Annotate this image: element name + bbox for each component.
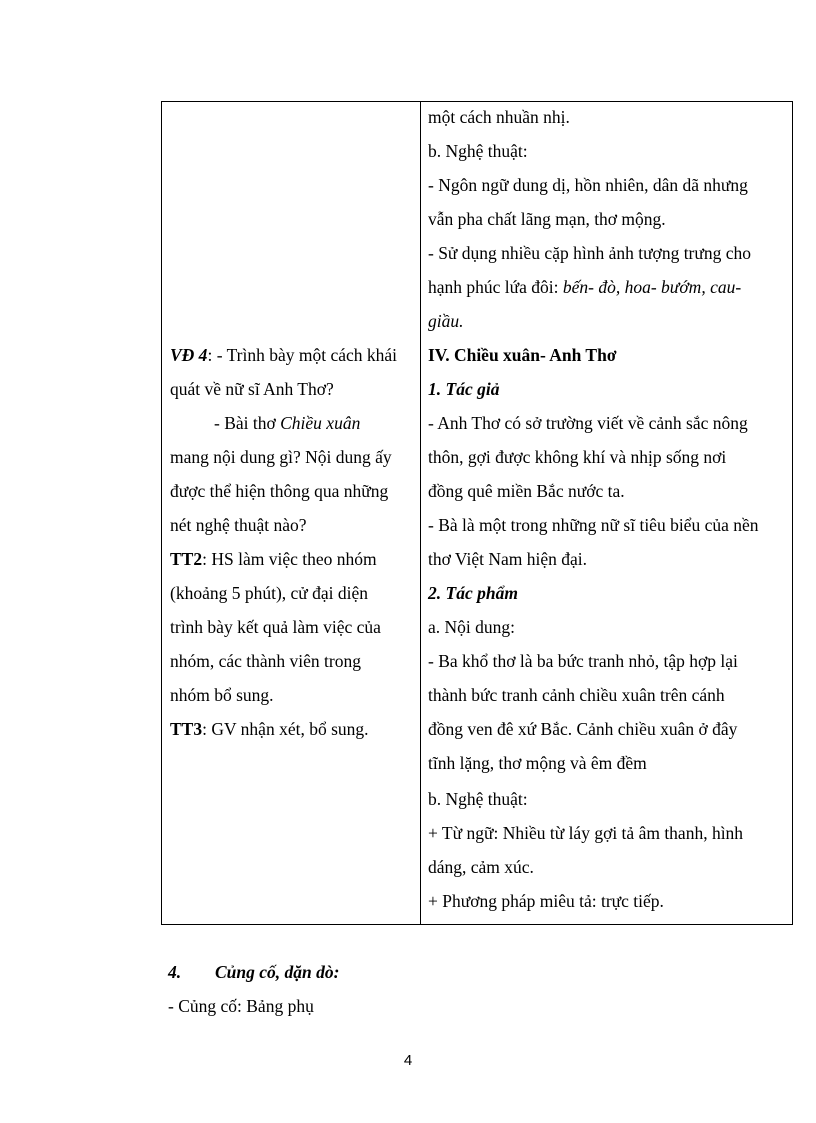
activity-label: VĐ 4 <box>170 345 208 365</box>
right-text-line: + Từ ngữ: Nhiều từ láy gợi tả âm thanh, hình <box>428 823 744 843</box>
task-label: TT3 <box>170 719 203 739</box>
text-span: - Bài thơ <box>214 413 281 433</box>
page-number: 4 <box>403 1052 413 1069</box>
right-text-line: dáng, cảm xúc. <box>428 857 534 877</box>
right-text-line: - Ngôn ngữ dung dị, hồn nhiên, dân dã nhưng <box>428 175 748 195</box>
left-text-line: quát về nữ sĩ Anh Thơ? <box>170 379 334 399</box>
author-heading: 1. Tác giả <box>428 379 500 399</box>
right-text-line: thôn, gợi được không khí và nhịp sống nơi <box>428 447 727 467</box>
right-text-line: vẫn pha chất lãng mạn, thơ mộng. <box>428 209 666 229</box>
left-text-line: nhóm, các thành viên trong <box>170 651 361 671</box>
text-span: : GV nhận xét, bổ sung. <box>202 719 369 739</box>
italic-examples: bến- đò, hoa- bướm, cau- <box>562 277 742 297</box>
section-number: 4. <box>168 962 182 982</box>
left-text-line: mang nội dung gì? Nội dung ấy <box>170 447 392 467</box>
section-title: IV. Chiều xuân- Anh Thơ <box>428 345 617 365</box>
art-heading: b. Nghệ thuật: <box>428 141 528 161</box>
section-title: Củng cố, dặn dò: <box>215 962 340 982</box>
left-text-line: nhóm bổ sung. <box>170 685 274 705</box>
left-text-line: trình bày kết quả làm việc của <box>170 617 381 637</box>
right-text-line: thành bức tranh cảnh chiều xuân trên cánh <box>428 685 725 705</box>
consolidate-line: - Củng cố: Bảng phụ <box>168 996 314 1016</box>
right-text-line: đồng ven đê xứ Bắc. Cảnh chiều xuân ở đây <box>428 719 738 739</box>
right-text-line: - Bà là một trong những nữ sĩ tiêu biểu của nền <box>428 515 759 535</box>
lesson-table <box>161 101 793 925</box>
task-label: TT2 <box>170 549 203 569</box>
right-text-line: + Phương pháp miêu tả: trực tiếp. <box>428 891 664 911</box>
activity-line <box>170 343 397 367</box>
content-heading: a. Nội dung: <box>428 617 516 637</box>
right-text-line: một cách nhuần nhị. <box>428 107 570 127</box>
right-text-line: - Sử dụng nhiều cặp hình ảnh tượng trưng cho <box>428 243 752 263</box>
poem-title: Chiều xuân <box>280 413 361 433</box>
column-divider <box>420 102 421 924</box>
left-text-line: (khoảng 5 phút), cử đại diện <box>170 583 369 603</box>
task-line <box>170 717 369 741</box>
right-text-line: - Anh Thơ có sở trường viết về cảnh sắc nông <box>428 413 748 433</box>
right-text-line: đồng quê miền Bắc nước ta. <box>428 481 625 501</box>
text-span: - Trình bày một cách khái <box>216 345 398 365</box>
text-span: : <box>207 345 217 365</box>
right-text-line: thơ Việt Nam hiện đại. <box>428 549 588 569</box>
right-text-line <box>428 275 741 299</box>
left-text-line: được thể hiện thông qua những <box>170 481 389 501</box>
left-text-line: nét nghệ thuật nào? <box>170 515 307 535</box>
italic-examples: giầu. <box>428 311 464 331</box>
text-span: : HS làm việc theo nhóm <box>202 549 377 569</box>
right-text-line: tĩnh lặng, thơ mộng và êm đềm <box>428 753 647 773</box>
task-line <box>170 547 377 571</box>
right-text-line: - Ba khổ thơ là ba bức tranh nhỏ, tập hợp lại <box>428 651 738 671</box>
left-text-line <box>214 411 360 435</box>
text-span: hạnh phúc lứa đôi: <box>428 277 563 297</box>
art2-heading: b. Nghệ thuật: <box>428 789 528 809</box>
work-heading: 2. Tác phẩm <box>428 583 518 603</box>
